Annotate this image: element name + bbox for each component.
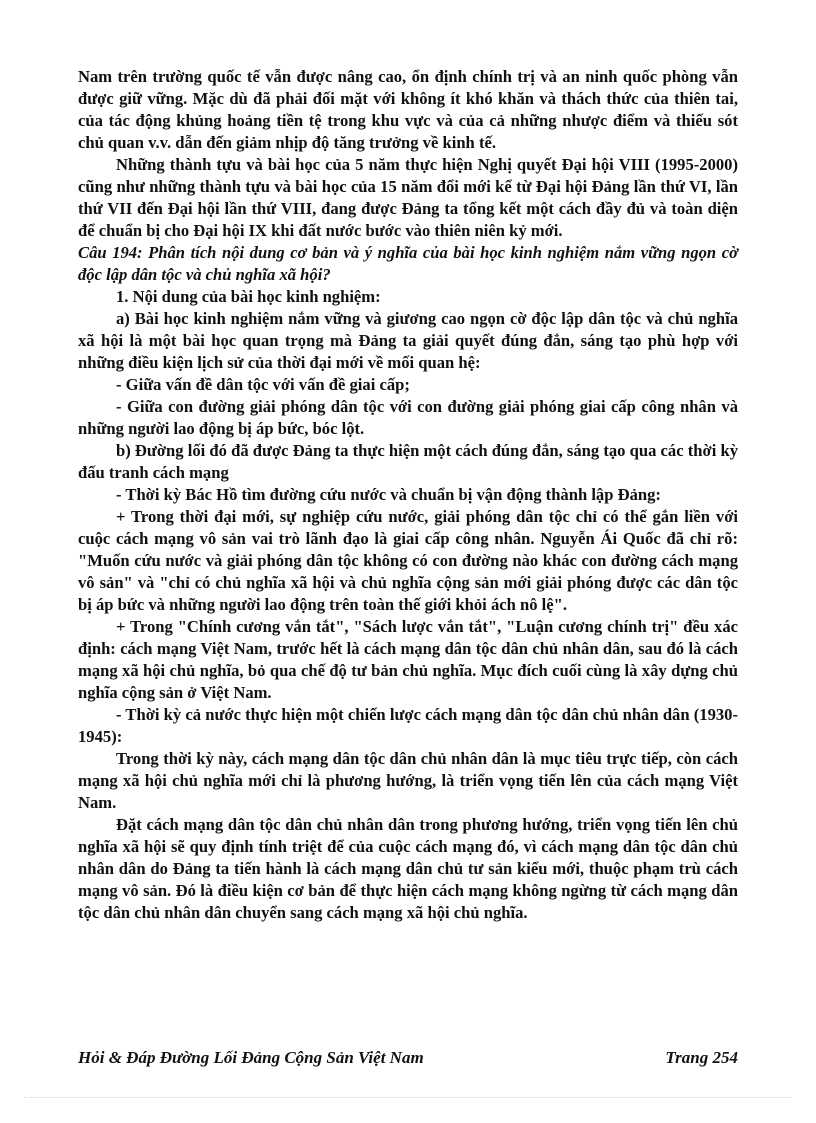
page-number: Trang 254 (665, 1048, 738, 1067)
page-footer (78, 1047, 738, 1069)
page-edge-divider (24, 1097, 792, 1098)
list-item: + Trong thời đại mới, sự nghiệp cứu nước, giải phóng dân tộc chỉ có thể gắn liền với cuộc cách mạng vô sản vai trò lãnh đạo là giai cấp công nhân. Nguyễn Ái Quốc đã chỉ rõ: "Muốn cứu nước và giải phóng dân tộc không có con đường nào khác con đường cách mạng vô sản" và "chỉ có chủ nghĩa xã hội và chủ nghĩa cộng sản mới giải phóng được các dân tộc bị áp bức và những người lao động trên toàn thế giới khỏi ách nô lệ". (78, 507, 738, 614)
document-page (78, 66, 738, 924)
footer-title: Hỏi & Đáp Đường Lối Đảng Cộng Sản Việt Nam (78, 1048, 424, 1067)
paragraph-lesson-b: b) Đường lối đó đã được Đảng ta thực hiện một cách đúng đắn, sáng tạo qua các thời kỳ đấu tranh cách mạng (78, 441, 738, 482)
document-body (78, 66, 738, 924)
paragraph-lesson-a: a) Bài học kinh nghiệm nắm vững và giương cao ngọn cờ độc lập dân tộc và chủ nghĩa xã hội là một bài học quan trọng mà Đảng ta giải quyết đúng đắn, sáng tạo phù hợp với những điều kiện lịch sử của thời đại mới về mối quan hệ: (78, 309, 738, 372)
paragraph-continuation: Nam trên trường quốc tế vẫn được nâng cao, ổn định chính trị và an ninh quốc phòng vẫn được giữ vững. Mặc dù đã phải đối mặt với không ít khó khăn và thách thức của thiên tai, của tác động khủng hoảng tiền tệ trong khu vực và của cả những nhược điểm và thiếu sót chủ quan v.v. dẫn đến giảm nhịp độ tăng trưởng về kinh tế. (78, 67, 738, 152)
list-item: - Giữa vấn đề dân tộc với vấn đề giai cấp; (116, 375, 410, 394)
paragraph-orientation: Đặt cách mạng dân tộc dân chủ nhân dân trong phương hướng, triển vọng tiến lên chủ nghĩa xã hội sẽ quy định tính triệt để của cuộc cách mạng đó, vì cách mạng dân tộc dân chủ nhân dân do Đảng ta tiến hành là cách mạng dân chủ tư sản kiểu mới, thuộc phạm trù cách mạng vô sản. Đó là điều kiện cơ bản để thực hiện cách mạng không ngừng từ cách mạng dân tộc dân chủ nhân dân chuyển sang cách mạng xã hội chủ nghĩa. (78, 815, 738, 922)
list-item: - Giữa con đường giải phóng dân tộc với con đường giải phóng giai cấp công nhân và những người lao động bị áp bức, bóc lột. (78, 397, 738, 438)
list-item: - Thời kỳ cả nước thực hiện một chiến lược cách mạng dân tộc dân chủ nhân dân (1930-1945): (78, 705, 738, 746)
section-heading: 1. Nội dung của bài học kinh nghiệm: (116, 287, 381, 306)
paragraph-period: Trong thời kỳ này, cách mạng dân tộc dân chủ nhân dân là mục tiêu trực tiếp, còn cách mạng xã hội chủ nghĩa mới chỉ là phương hướng, là triển vọng tiến lên của cách mạng Việt Nam. (78, 749, 738, 812)
paragraph-achievements: Những thành tựu và bài học của 5 năm thực hiện Nghị quyết Đại hội VIII (1995-2000) cũng như những thành tựu và bài học của 15 năm đổi mới kể từ Đại hội Đảng lần thứ VI, lần thứ VII đến Đại hội lần thứ VIII, đang được Đảng ta tổng kết một cách đầy đủ và toàn diện để chuẩn bị cho Đại hội IX khi đất nước bước vào thiên niên kỷ mới. (78, 155, 738, 240)
list-item: + Trong "Chính cương vắn tắt", "Sách lược vắn tắt", "Luận cương chính trị" đều xác định: cách mạng Việt Nam, trước hết là cách mạng dân tộc dân chủ nhân dân, sau đó là cách mạng xã hội chủ nghĩa, bỏ qua chế độ tư bản chủ nghĩa. Mục đích cuối cùng là xây dựng chủ nghĩa cộng sản ở Việt Nam. (78, 617, 738, 702)
list-item: - Thời kỳ Bác Hồ tìm đường cứu nước và chuẩn bị vận động thành lập Đảng: (116, 485, 661, 504)
question-heading: Câu 194: Phân tích nội dung cơ bản và ý nghĩa của bài học kinh nghiệm nắm vững ngọn cờ độc lập dân tộc và chủ nghĩa xã hội? (78, 243, 738, 284)
